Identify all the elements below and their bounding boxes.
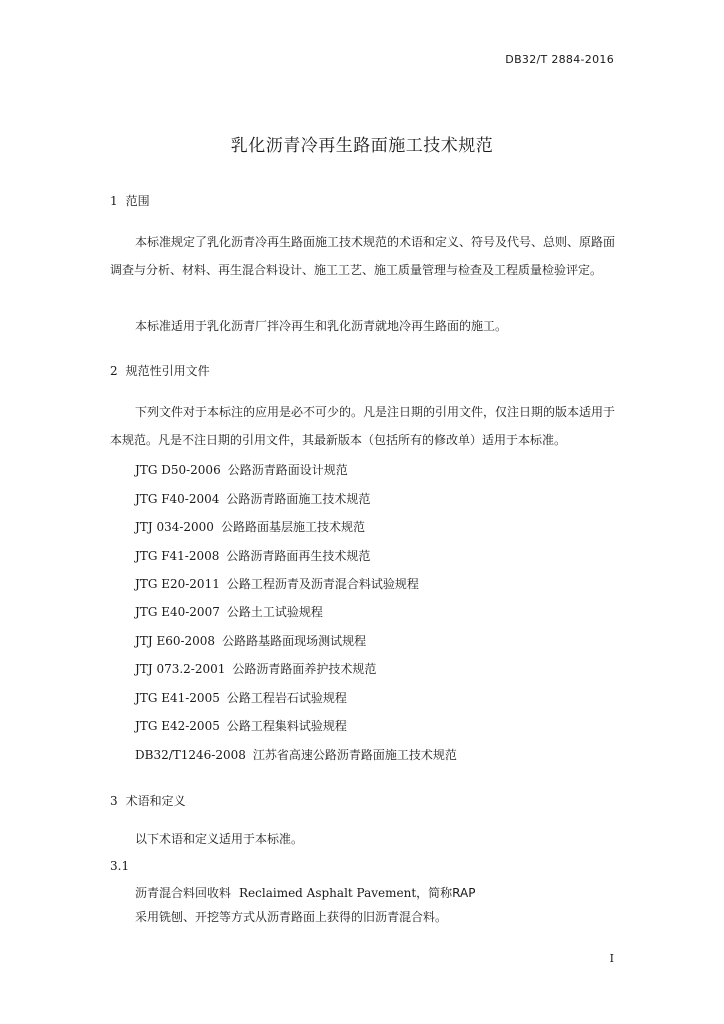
- reference-title: 公路工程沥青及沥青混合料试验规程: [226, 577, 419, 591]
- section-title: 规范性引用文件: [125, 364, 210, 378]
- reference-title: 公路沥青路面设计规范: [227, 463, 348, 477]
- reference-code: DB32/T1246-2008: [135, 748, 246, 762]
- section-2-intro: 下列文件对于本标注的应用是必不可少的。凡是注日期的引用文件，仅注日期的版本适用于本规范。凡是不注日期的引用文件，其最新版本（包括所有的修改单）适用于本标准。: [110, 405, 616, 447]
- reference-title: 公路沥青路面养护技术规范: [232, 662, 377, 676]
- reference-code: JTG E41-2005: [135, 691, 220, 705]
- reference-item: [135, 575, 419, 592]
- reference-code: JTG E20-2011: [135, 577, 220, 591]
- page-title: 乳化沥青冷再生路面施工技术规范: [230, 136, 494, 156]
- reference-item: [135, 461, 348, 478]
- reference-code: JTG F41-2008: [135, 549, 220, 563]
- reference-code: JTJ 073.2-2001: [135, 662, 226, 676]
- reference-item: [135, 689, 347, 706]
- reference-code: JTG E40-2007: [135, 605, 220, 619]
- reference-code: JTG E42-2005: [135, 719, 220, 733]
- reference-item: [135, 518, 365, 535]
- section-1-heading: [110, 192, 150, 209]
- section-1-paragraph-1: 本标准规定了乳化沥青冷再生路面施工技术规范的术语和定义、符号及代号、总则、原路面调查与分析、材料、再生混合料设计、施工工艺、施工质量管理与检查及工程质量检验评定。: [110, 235, 616, 277]
- reference-title: 公路路基路面现场测试规程: [222, 634, 367, 648]
- section-number: 1: [110, 194, 118, 208]
- section-number: 2: [110, 364, 118, 378]
- section-3-heading: [110, 792, 186, 809]
- section-3-intro: 以下术语和定义适用于本标准。: [135, 832, 304, 846]
- term-number: 3.1: [110, 859, 130, 873]
- reference-code: JTJ E60-2008: [135, 634, 216, 648]
- reference-item: [135, 746, 457, 763]
- reference-title: 公路工程岩石试验规程: [226, 691, 347, 705]
- reference-code: JTJ 034-2000: [135, 520, 214, 534]
- reference-title: 公路工程集料试验规程: [226, 719, 347, 733]
- page-number: I: [609, 952, 614, 965]
- reference-title: 公路路面基层施工技术规范: [220, 520, 365, 534]
- section-2-heading: [110, 362, 210, 379]
- reference-item: [135, 490, 370, 507]
- term-name-en: Reclaimed Asphalt Pavement，: [239, 886, 429, 900]
- reference-item: [135, 603, 323, 620]
- standard-code: DB32/T 2884-2016: [505, 53, 614, 66]
- term-name-cn: 沥青混合料回收料: [135, 886, 232, 900]
- section-title: 术语和定义: [125, 794, 186, 808]
- reference-item: [135, 547, 370, 564]
- reference-code: JTG D50-2006: [135, 463, 221, 477]
- term-heading: [135, 884, 475, 901]
- reference-item: [135, 632, 366, 649]
- term-abbreviation: 简称RAP: [428, 886, 476, 900]
- term-definition: 采用铣刨、开挖等方式从沥青路面上获得的旧沥青混合料。: [135, 910, 448, 924]
- reference-code: JTG F40-2004: [135, 492, 220, 506]
- section-1-paragraph-2: 本标准适用于乳化沥青厂拌冷再生和乳化沥青就地冷再生路面的施工。: [135, 319, 508, 333]
- section-number: 3: [110, 794, 118, 808]
- section-title: 范围: [125, 194, 150, 208]
- reference-item: [135, 660, 376, 677]
- reference-title: 公路土工试验规程: [226, 605, 323, 619]
- reference-title: 江苏省高速公路沥青路面施工技术规范: [252, 748, 457, 762]
- reference-item: [135, 717, 347, 734]
- reference-title: 公路沥青路面施工技术规范: [226, 492, 371, 506]
- reference-title: 公路沥青路面再生技术规范: [226, 549, 371, 563]
